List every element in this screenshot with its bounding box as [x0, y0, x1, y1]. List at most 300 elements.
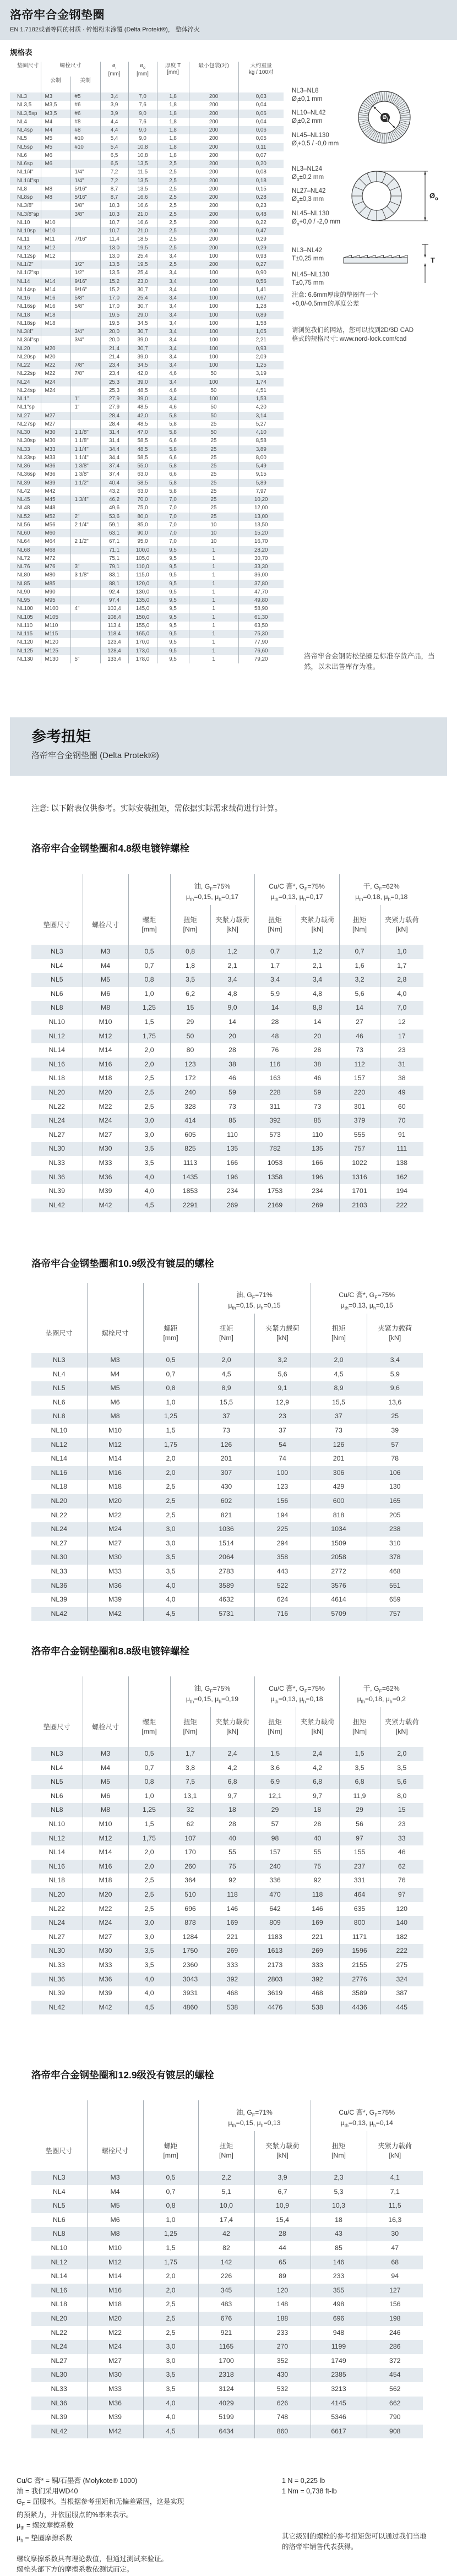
column-header [87, 2100, 143, 2131]
cell: 3589 [198, 1579, 254, 1593]
cell: 1034 [311, 1522, 367, 1537]
cell: NL3 [50, 947, 63, 955]
cell: 310 [367, 1537, 423, 1551]
cell: 4145 [311, 2397, 367, 2411]
cell: 85 [210, 1114, 254, 1128]
cell: 3,4 [157, 302, 189, 311]
cell: 28 [296, 1817, 339, 1832]
cell: 4436 [339, 2001, 380, 2015]
cell: NL30sp [17, 438, 36, 444]
tolerance-range: NL27–NL42 [292, 188, 326, 195]
cell: 358 [254, 1550, 311, 1565]
cell: 16,6 [128, 219, 157, 227]
cell: 1,75 [128, 1030, 170, 1044]
cell: 15,20 [238, 529, 284, 537]
cell [70, 319, 100, 328]
cell: NL16 [48, 1862, 65, 1870]
cell: 30,7 [128, 302, 157, 311]
cell: M3 [83, 945, 128, 959]
cell: 1750 [170, 1944, 210, 1958]
cell: 7/8" [70, 369, 100, 378]
cell: NL20 [51, 1496, 67, 1505]
cell: 2,5 [157, 260, 189, 269]
cell: 1,0 [380, 945, 423, 959]
cell: M52 [41, 513, 70, 521]
cell: M60 [41, 529, 70, 537]
cell: 1,0 [128, 1789, 170, 1804]
cell: 48 [254, 1030, 296, 1044]
cell: 58,90 [238, 604, 284, 613]
spec-row [10, 588, 284, 596]
cell: 11,9 [339, 1789, 380, 1804]
torque-row [31, 2001, 423, 2015]
cell: 13,5 [100, 260, 128, 269]
cell: 58,5 [128, 454, 157, 462]
cell: 696 [170, 1902, 210, 1916]
cell: NL30 [51, 2371, 67, 2379]
outer-diameter-label: $Ø_o$ [429, 192, 438, 201]
torque-section-title: 参考扭矩 [31, 728, 91, 745]
cell: 1,5 [128, 1015, 170, 1030]
cell: 5" [70, 655, 100, 663]
torque-row [31, 1930, 423, 1945]
cell: 3,4 [157, 336, 189, 344]
cell: 200 [189, 143, 238, 151]
cell: 8,58 [238, 437, 284, 445]
spec-row [10, 101, 284, 109]
cell [70, 546, 100, 554]
cell: 2,5 [128, 1888, 170, 1902]
cell: 6,8 [210, 1775, 254, 1789]
cell: 2,5 [128, 1100, 170, 1114]
cell: 9,5 [157, 580, 189, 588]
tolerance-range: NL3–NL24 [292, 166, 322, 172]
cell: M20 [87, 2312, 143, 2326]
page-title: 洛帝牢合金钢垫圈 [10, 9, 105, 21]
column-header: 夹紧力载荷 [kN] [296, 1707, 339, 1747]
cell: 200 [189, 244, 238, 252]
cell: 100 [189, 286, 238, 294]
tolerance-value: T±0,75 mm [292, 280, 324, 286]
cell: 3213 [311, 2382, 367, 2397]
cell: 92,4 [100, 588, 128, 596]
cell: NL85 [17, 580, 30, 587]
cell: 10 [189, 529, 238, 537]
cell: 12,1 [254, 1789, 296, 1804]
cell: 4,2 [296, 1761, 339, 1776]
cell: 0,03 [238, 92, 284, 101]
spec-row [10, 345, 284, 353]
torque-row [31, 987, 423, 1001]
cell: 42 [198, 2227, 254, 2241]
column-header: 扭矩 [Nm] [339, 905, 380, 945]
cell: 5346 [311, 2410, 367, 2425]
cell: 50 [170, 1030, 210, 1044]
cell: NL33 [51, 1567, 67, 1575]
cell: 7,0 [157, 504, 189, 512]
cell: 200 [189, 201, 238, 210]
footnotes-right [282, 2476, 447, 2497]
cell: 146 [311, 2256, 367, 2270]
cell: 5,8 [157, 428, 189, 437]
cell: 13,50 [238, 521, 284, 529]
cell: 146 [296, 1902, 339, 1916]
cell: 4029 [198, 2397, 254, 2411]
cell: 28 [210, 1817, 254, 1832]
cell: 0,27 [238, 260, 284, 269]
spec-row [10, 571, 284, 579]
torque-table-title: 洛帝牢合金钢垫圈和4.8级电镀锌螺栓 [31, 843, 189, 854]
cell: M12 [83, 1030, 128, 1044]
cell: 4,0 [143, 1593, 198, 1607]
cell: 659 [367, 1593, 423, 1607]
cell: 205 [367, 1508, 423, 1523]
cell: 25 [189, 504, 238, 512]
cell: 1,5 [254, 1747, 296, 1761]
cell: 0,47 [238, 227, 284, 235]
cell: 757 [367, 1607, 423, 1621]
torque-row [31, 1156, 423, 1170]
cell: 50 [189, 369, 238, 378]
cell: 1,2 [210, 945, 254, 959]
cell: 392 [254, 1114, 296, 1128]
column-header: 夹紧力载荷 [kN] [210, 905, 254, 945]
cell: 2,2 [198, 2171, 254, 2185]
cell: 73 [198, 1424, 254, 1438]
cell: 3,0 [128, 1916, 170, 1930]
cell: 23,4 [100, 361, 128, 369]
cell: M14 [87, 2269, 143, 2284]
cell: 1" [70, 395, 100, 403]
group-header: 干, $G_F=62\%$ $\mu_{th}=0,18$, $\mu_h=0,2$ [339, 1676, 423, 1707]
cell [70, 596, 100, 604]
cell: 4,5 [143, 1607, 198, 1621]
cell: 2,3 [311, 2171, 367, 2185]
cell: 0,23 [238, 201, 284, 210]
cell: 2,5 [128, 1071, 170, 1086]
cell: 10,9 [254, 2199, 311, 2213]
cell: 39,0 [128, 336, 157, 344]
cell: #8 [70, 126, 100, 134]
cell: 336 [254, 1874, 296, 1888]
cell: 194 [380, 1184, 423, 1199]
cell: 5,89 [238, 479, 284, 487]
cell: 77,90 [238, 638, 284, 646]
torque-row [31, 1353, 423, 1368]
cell: 3,0 [128, 1114, 170, 1128]
torque-row [31, 1466, 423, 1480]
cell: #5 [70, 92, 100, 101]
cell: 6,6 [157, 470, 189, 478]
cell: 3/4" [70, 336, 100, 344]
cell: 2,5 [143, 1494, 198, 1508]
cell: 49,80 [238, 596, 284, 604]
cell: 221 [210, 1930, 254, 1945]
cell: 138 [380, 1156, 423, 1170]
torque-row [31, 1438, 423, 1452]
cell: NL16 [51, 2286, 67, 2294]
tolerance-range: NL3–NL8 [292, 88, 319, 94]
torque-row [31, 1508, 423, 1523]
cell: 4,6 [157, 403, 189, 411]
cell: 19,5 [100, 311, 128, 319]
column-header [87, 1283, 143, 1314]
column-header [128, 1676, 170, 1707]
cell: 76 [254, 1043, 296, 1058]
column-header: 夹紧力载荷 [kN] [367, 1314, 423, 1353]
cell: M100 [41, 604, 70, 613]
cell: 1,53 [238, 395, 284, 403]
cell: M27 [83, 1128, 128, 1142]
spec-row [10, 353, 284, 361]
cell: 85 [311, 2241, 367, 2256]
cell: 4,0 [128, 1973, 170, 1987]
cell: 4,8 [210, 987, 254, 1001]
column-header: 螺距 [mm] [128, 905, 170, 945]
cell: 2,5 [128, 1902, 170, 1916]
cell: 90,0 [128, 529, 157, 537]
cell: 39,0 [128, 353, 157, 361]
inner-diameter-label: $Ø_i$ [380, 113, 390, 122]
cell: 220 [339, 1086, 380, 1100]
cell: NL20 [48, 1890, 65, 1898]
cell: 5,6 [254, 1368, 311, 1382]
cell: 3619 [254, 1986, 296, 2001]
cell: 10,7 [100, 227, 128, 235]
cell: M18 [41, 319, 70, 328]
spec-row [10, 630, 284, 638]
cell: 2155 [339, 1958, 380, 1973]
cell: M33 [83, 1156, 128, 1170]
cell: 3,4 [157, 378, 189, 386]
spec-row [10, 638, 284, 646]
cell: 20,0 [100, 328, 128, 336]
torque-row [31, 1565, 423, 1579]
cell [41, 201, 70, 210]
cell: 1,75 [128, 1832, 170, 1846]
cell: 10,7 [100, 219, 128, 227]
column-header [31, 1283, 87, 1314]
cell: 130,0 [128, 588, 157, 596]
cell: 809 [254, 1916, 296, 1930]
cell: 0,8 [128, 1775, 170, 1789]
cell: 23,4 [100, 369, 128, 378]
cell: 29 [254, 1803, 296, 1817]
cell: 562 [367, 2382, 423, 2397]
unit-conversion: 1 Nm = 0,738 ft-lb [282, 2487, 337, 2495]
cell: 2,5 [157, 219, 189, 227]
cell: 3,4 [157, 328, 189, 336]
cell: 454 [367, 2368, 423, 2382]
column-header: 夹紧力载荷 [kN] [210, 1707, 254, 1747]
torque-row [31, 1409, 423, 1424]
column-header: 扭矩 [Nm] [170, 905, 210, 945]
cell: 445 [380, 2001, 423, 2015]
cell: M39 [87, 2410, 143, 2425]
torque-table-title: 洛帝牢合金钢垫圈和10.9级没有镀层的螺栓 [31, 1258, 214, 1269]
cell: 8,7 [100, 193, 128, 201]
torque-row [31, 1381, 423, 1396]
cell: 1/2" [70, 269, 100, 277]
cell: 3,4 [100, 92, 128, 101]
spec-row [10, 437, 284, 445]
cell: 18 [296, 1803, 339, 1817]
cell: 196 [296, 1170, 339, 1185]
cell: 818 [311, 1508, 367, 1523]
cell: 200 [189, 168, 238, 176]
cell: 34,5 [128, 319, 157, 328]
cell: 430 [198, 1480, 254, 1494]
cell: 1199 [311, 2340, 367, 2354]
spec-row [10, 126, 284, 134]
torque-row [31, 2340, 423, 2354]
cell: 76,60 [238, 647, 284, 655]
cell: NL12 [17, 244, 30, 251]
cell: NL110 [17, 622, 33, 629]
spec-row [10, 428, 284, 437]
cell: 13,5 [128, 177, 157, 185]
cell: 2,0 [128, 1058, 170, 1072]
cell: 6,9 [254, 1775, 296, 1789]
cell: 1022 [339, 1156, 380, 1170]
cell: 62 [170, 1817, 210, 1832]
cell: 9,5 [157, 638, 189, 646]
cell: 58,5 [128, 437, 157, 445]
cell: NL5 [52, 1384, 66, 1392]
cell: 5,1 [198, 2185, 254, 2199]
cell: M42 [83, 2001, 128, 2015]
cell: 2,4 [296, 1747, 339, 1761]
cell: 551 [367, 1579, 423, 1593]
cell: 2291 [170, 1199, 210, 1213]
torque-row [31, 1874, 423, 1888]
cell [41, 395, 70, 403]
cell: 76 [380, 1874, 423, 1888]
cell: 4614 [311, 1593, 367, 1607]
spec-row [10, 201, 284, 210]
cell: 1 [189, 546, 238, 554]
cell: NL1/2"sp [17, 270, 39, 276]
cell: M27 [41, 420, 70, 428]
cell: 25 [189, 470, 238, 478]
cell: 5,4 [100, 134, 128, 143]
column-header: 夹紧力载荷 [kN] [380, 1707, 423, 1747]
cell: 5,9 [367, 1368, 423, 1382]
cell: 200 [189, 101, 238, 109]
cell: 3/8" [70, 201, 100, 210]
cell: 2776 [339, 1973, 380, 1987]
cell: 1284 [170, 1930, 210, 1945]
cell: 5,6 [339, 987, 380, 1001]
cell: NL18 [17, 312, 30, 318]
cell: 133,4 [100, 655, 128, 663]
torque-row [31, 1199, 423, 1213]
cell: 30,7 [128, 286, 157, 294]
cell: 155 [339, 1845, 380, 1860]
cell: M8 [83, 1001, 128, 1015]
spec-row [10, 504, 284, 512]
cell: 4,0 [128, 1986, 170, 2001]
column-header: 螺距 [mm] [128, 1707, 170, 1747]
cell: 2,09 [238, 353, 284, 361]
cell: 100 [189, 378, 238, 386]
cell: 201 [311, 1452, 367, 1466]
cell: 178,0 [128, 655, 157, 663]
cell: 2169 [254, 1199, 296, 1213]
cell: M22 [87, 1508, 143, 1523]
cell: 3,0 [143, 2354, 198, 2368]
spec-row [10, 160, 284, 168]
cell: 25 [367, 1409, 423, 1424]
cell: 4632 [198, 1593, 254, 1607]
cell: 25 [189, 420, 238, 428]
cell: NL22 [48, 1102, 65, 1110]
spec-row [10, 563, 284, 571]
cell: 3,9 [100, 110, 128, 118]
torque-row [31, 945, 423, 959]
cell: 148 [254, 2297, 311, 2312]
cell: 37 [198, 1409, 254, 1424]
cell: 0,29 [238, 244, 284, 252]
cell: 3,5 [143, 2382, 198, 2397]
cell: 46,2 [100, 495, 128, 504]
cell: 201 [198, 1452, 254, 1466]
cell: 92 [296, 1874, 339, 1888]
column-header [31, 2100, 87, 2131]
cell: NL1/4" [17, 169, 34, 176]
cell: M18 [87, 1480, 143, 1494]
cell: 73 [339, 1043, 380, 1058]
cell: 275 [380, 1958, 423, 1973]
cell [41, 336, 70, 344]
cell: NL1/4"sp [17, 177, 39, 184]
cell: M22 [87, 2326, 143, 2340]
cell: 1 1/8" [70, 437, 100, 445]
cell: 55,0 [128, 462, 157, 470]
cell: 61,30 [238, 613, 284, 622]
cell: M24 [83, 1916, 128, 1930]
cell: 10,3 [100, 201, 128, 210]
cell: 1 [189, 638, 238, 646]
spec-row [10, 647, 284, 655]
cell: NL4 [50, 961, 63, 970]
cell: 21,0 [128, 210, 157, 219]
column-header: 垫圈尺寸 [45, 2147, 73, 2155]
torque-row [31, 1001, 423, 1015]
torque-row [31, 1944, 423, 1958]
torque-row [31, 2410, 423, 2425]
cell: 1,75 [143, 2256, 198, 2270]
cell: 120 [254, 2284, 311, 2298]
torque-row [31, 1368, 423, 1382]
cell: 113,4 [100, 622, 128, 630]
torque-row [31, 1015, 423, 1030]
cell: 100 [189, 294, 238, 302]
torque-row [31, 1986, 423, 2001]
cell: 91 [380, 1128, 423, 1142]
group-header: Cu/C 膏*, $G_F=75\%$ $\mu_{th}=0,13$, $\mu_h=0,15$ [311, 1283, 423, 1314]
cell: 4,5 [143, 2425, 198, 2439]
cell: M56 [41, 521, 70, 529]
cell [70, 420, 100, 428]
cell: 110 [210, 1128, 254, 1142]
cell: M8 [83, 1803, 128, 1817]
spec-row [10, 537, 284, 546]
cell: 126 [311, 1438, 367, 1452]
cell: 23 [380, 1043, 423, 1058]
cell: M27 [87, 1537, 143, 1551]
spec-row [10, 513, 284, 521]
